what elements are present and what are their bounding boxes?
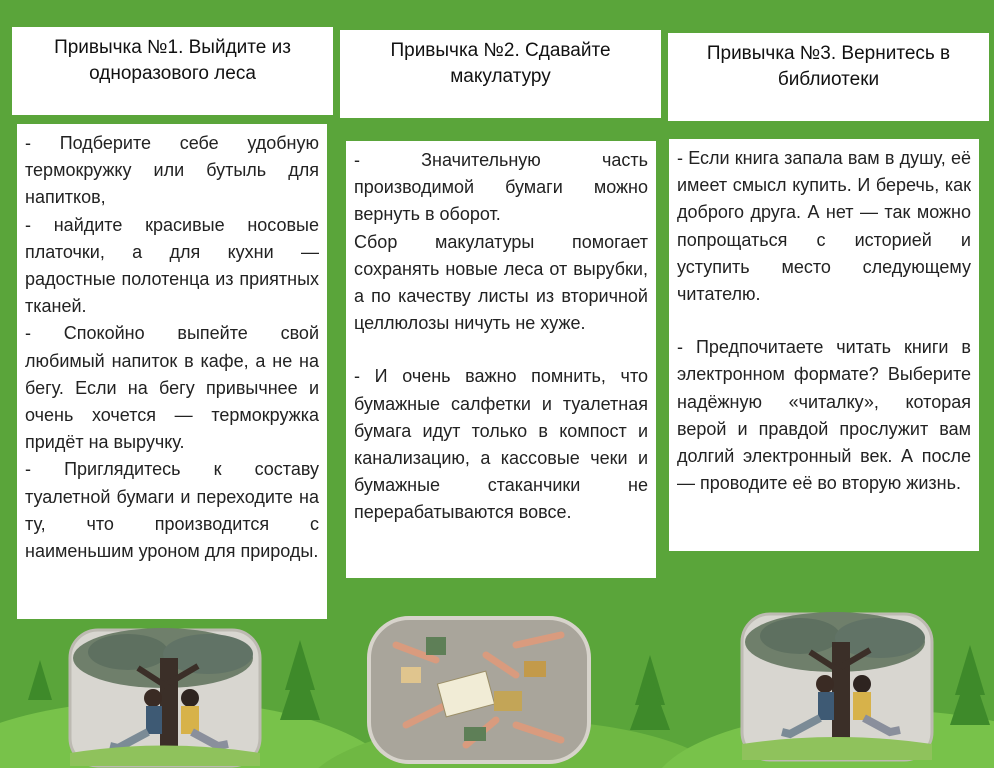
books-and-hands-illustration (366, 615, 592, 765)
habit-2-paragraph-1: - Значительную часть производимой бумаги можно вернуть в оборот. (354, 150, 648, 225)
habit-3-title: Привычка №3. Вернитесь в библиотеки (706, 43, 951, 90)
habit-1-title: Привычка №1. Выйдите из одноразового леса (54, 37, 291, 84)
couple-under-tree-illustration-right (740, 612, 934, 762)
habit-2-paragraph-2: Сбор макулатуры помогает сохранять новые леса от вырубки, а по качеству листы из вторичной целлюлозы ничуть не хуже. (354, 231, 648, 334)
habit-2-title: Привычка №2. Сдавайте макулатуру (390, 40, 611, 87)
habit-2-paragraph-3: - И очень важно помнить, что бумажные салфетки и туалетная бумага идут только в компост и канализацию, а кассовые чеки и бумажные стаканчики не перерабатываются вовсе. (354, 366, 648, 523)
habit-1-paragraph-2: - найдите красивые носовые платочки, а для кухни — радостные полотенца из приятных тканей. (25, 214, 319, 317)
habit-1-paragraph-1: - Подберите себе удобную термокружку или бутыль для напитков, (25, 133, 319, 208)
habit-3-body (669, 139, 979, 551)
habit-3-paragraph-1: - Если книга запала вам в душу, её имеет смысл купить. И беречь, как доброго друга. А нет — так можно попрощаться с историей и уступить место следующему читателю. (677, 148, 971, 305)
habit-1-paragraph-3: - Спокойно выпейте свой любимый напиток в кафе, а не на бегу. Если на бегу привычнее и очень хочется — термокружка придёт на выручку. (25, 323, 319, 453)
habit-2-title-box (340, 30, 661, 118)
habit-2-body (346, 141, 656, 578)
habit-3-spacer (677, 308, 971, 334)
habit-2-spacer (354, 337, 648, 363)
habit-1-title-box (12, 27, 333, 115)
habit-3-title-box (668, 33, 989, 121)
habit-3-paragraph-2: - Предпочитаете читать книги в электронном формате? Выберите надёжную «читалку», которая верой и правдой прослужит вам долгий электронный век. А после — проводите её во вторую жизнь. (677, 337, 971, 494)
habit-1-body (17, 124, 327, 619)
habit-1-paragraph-4: - Приглядитесь к составу туалетной бумаги и переходите на ту, что производится с наименьшим уроном для природы. (25, 459, 319, 562)
couple-under-tree-illustration-left (68, 628, 262, 768)
